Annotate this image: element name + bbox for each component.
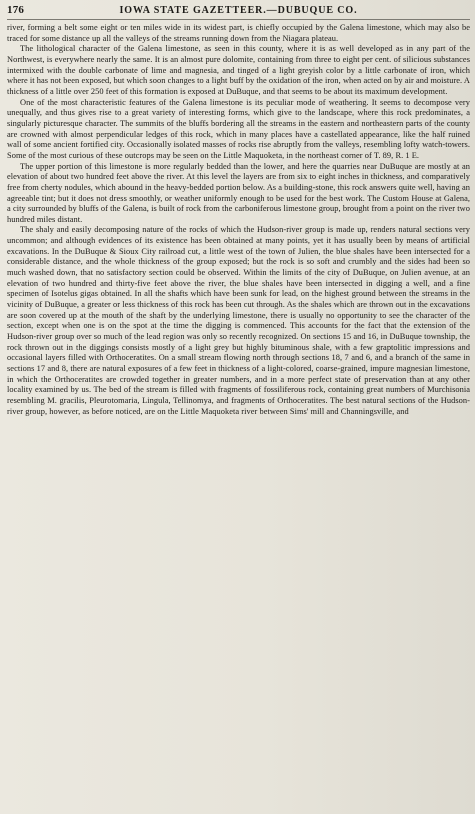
paragraph-weathering: One of the most characteristic features of the Galena limestone is its peculiar mode of weathering. It seems to decompose very unequally, and thus gives rise to a great variety of interesting forms, which give to the landscape, where this rock predominates, a singularly picturesque character. The summits of the bluffs bordering all the streams in the eastern and northeastern parts of the county are crowned with almost perpendicular ledges of this rock, which in many places have a castellated appearance, like the half ruined wall of some ancient fortified city. Occasionally isolated masses of rocks rise abruptly from the valleys, resembling lofty watch-towers. Some of the most curious of these outcrops may be seen on the Little Maquoketa, in the northeast corner of T. 89, R. 1 E. [7, 97, 470, 160]
running-title: IOWA STATE GAZETTEER.—DUBUQUE CO. [119, 5, 358, 16]
paragraph-lithology: The lithological character of the Galena limestone, as seen in this county, where it is as well developed as in any part of the Northwest, is everywhere nearly the same. It is an almost pure dolomite, containing from three to eight per cent. of silicious substances intermixed with the double carbonate of lime and magnesia, and tinged of a light greyish color by a little carbonate of iron, which where it has not been exposed, but which soon changes to a light buff by the oxidation of the iron, when acted on by air and moisture. A thickness of a little over 250 feet of this formation is exposed at DuBuque, and that seems to be about its maximum development. [7, 44, 470, 96]
paragraph-continuation: river, forming a belt some eight or ten miles wide in its widest part, is chiefly occupied by the Galena limestone, which may also be traced for some distance up all the valleys of the streams running down from the Niagara plateau. [7, 23, 470, 43]
paragraph-upper-portion: The upper portion of this limestone is more regularly bedded than the lower, and here the quarries near DuBuque are mostly at an elevation of about two hundred feet above the river. At this level the layers are from six to eight inches in thickness, and comparatively free from cherty nodules, which abound in the heavy-bedded portion below. As a building-stone, this rock answers quite well, having an agreeable tint; but it does not dress smoothly, or weather uniformly enough to be used for the best work. The Custom House at Galena, a city surrounded by bluffs of the Galena, is built of rock from the carboniferous limestone group, brought from a point on the river two hundred miles distant. [7, 161, 470, 224]
body-text [7, 23, 470, 417]
page-number: 176 [7, 4, 25, 16]
running-head [7, 4, 470, 20]
paragraph-hudson-river-group: The shaly and easily decomposing nature of the rocks of which the Hudson-river group is made up, renders natural sections very uncommon; and although evidences of its existence has been obtained at many points, yet it has usually been by means of artificial excavations. In the DuBuque & Sioux City railroad cut, a little west of the town of Julien, the blue shales have been intersected for a considerable distance, and the whole thickness of the group exposed; but the rock is so soft and crumbly and the sides had been so much washed down, that no satisfactory section could be observed. Within the limits of the city of DuBuque, on Julien avenue, at an elevation of two hundred and thirty-five feet above the river, the blue shales have been intersected in digging a well, and a fine specimen of Isotelus gigas obtained. In all the shafts which have been sunk for lead, on the highest ground between the streams in the vicinity of DuBuque, a greater or less thickness of this rock has been cut through. As the shales which are thrown out in the excavations are soon covered up at the mouth of the shaft by the underlying limestone, there is usually no opportunity to see the character of the section, except when one is on the spot at the time the digging is commenced. This accounts for the fact that the extension of the Hudson-river group over so much of the lead region was only so recently recognized. On sections 15 and 16, in DuBuque township, the rock thrown out in the diggings consists mostly of a light grey but highly bituminous shale, with a few graptolitic impressions and occasional layers filled with Orthoceratites. On a small stream flowing north through sections 18, 7 and 6, and a branch of the same in sections 17 and 8, there are natural exposures of a few feet in thickness of a light-colored, coarse-grained, impure magnesian limestone, in which the Orthoceratites are crowded together in greater numbers, and in a more perfect state of preservation than at any other locality examined by us. The bed of the stream is filled with fragments of fossiliferous rock, containing great numbers of Murchisonia resembling M. gracilis, Pleurotomaria, Lingula, Tellinomya, and fragments of Orthoceratites. The best natural sections of the Hudson-river group, however, as before noticed, are on the Little Maquoketa river between Sims' mill and Channingsville, and [7, 225, 470, 416]
